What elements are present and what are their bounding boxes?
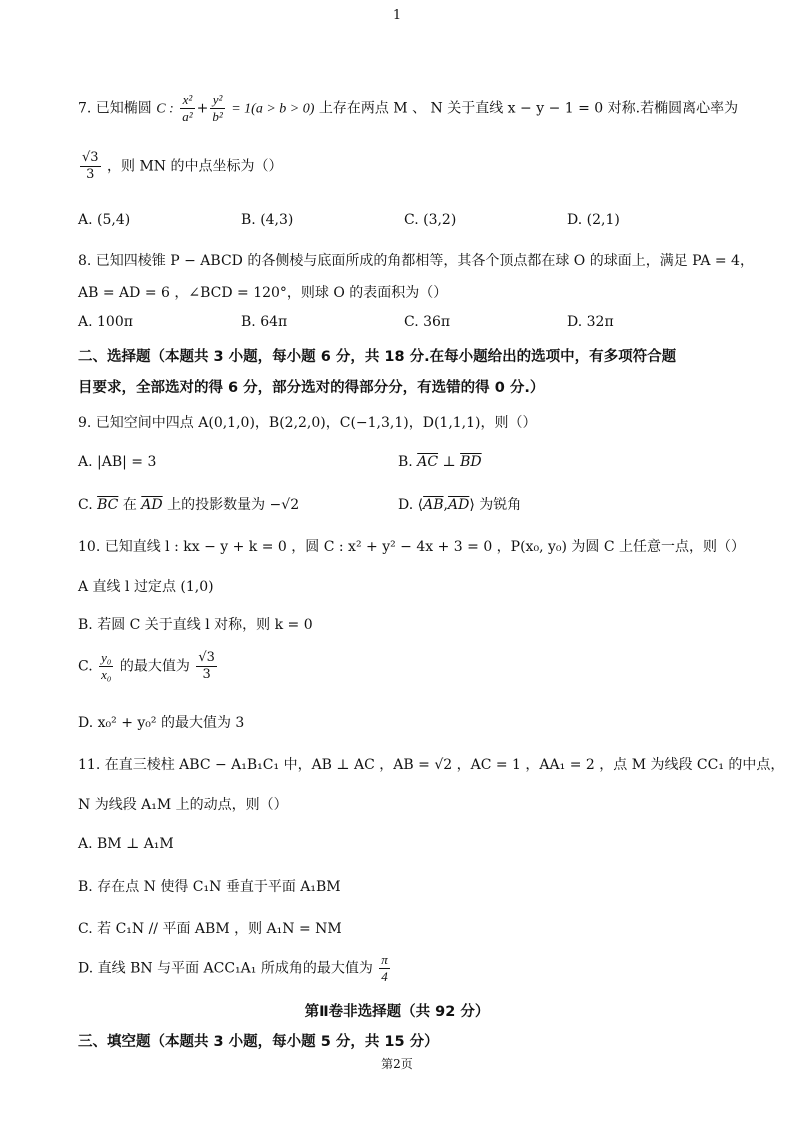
q8-option-c[interactable]: C. 36π (404, 314, 451, 330)
q9-option-c-vector-1: $\overline{BC}$ (97, 497, 119, 513)
section-3-heading: 三、填空题（本题共 3 小题，每小题 5 分，共 15 分） (78, 1034, 439, 1050)
q7-suffix: 上存在两点 M 、 N 关于直线 x − y − 1 = 0 对称.若椭圆离心率为 (318, 100, 739, 117)
question-10-stem: 10. 已知直线 l : kx − y + k = 0 ，圆 C : x² + y² − 4x + 3 = 0 ，P(x₀, y₀) 为圆 C 上任意一点，则（） (78, 539, 746, 555)
q9-option-d[interactable] (398, 494, 718, 514)
q10-option-c-den: x₀ (101, 667, 112, 682)
q10-option-b[interactable]: B. 若圆 C 关于直线 l 对称，则 k = 0 (78, 617, 313, 633)
q7-fraction-x (180, 92, 194, 125)
q7-eccentricity (80, 150, 101, 183)
question-8-line-2: AB = AD = 6 ，∠BCD = 120°，则球 O 的表面积为（） (78, 285, 448, 301)
q8-option-d[interactable]: D. 32π (567, 314, 614, 330)
q7-fraction-y (210, 92, 224, 125)
q9-option-c[interactable] (78, 494, 398, 514)
q11-option-d-num: π (381, 952, 388, 967)
q7-frac-x-den: a² (182, 109, 193, 124)
page-footer: 第2页 (381, 1057, 413, 1071)
q8-option-a[interactable]: A. 100π (78, 314, 133, 330)
q7-ellipse-tail: = 1(a > b > 0) (231, 101, 315, 117)
q11-option-d-fraction (379, 952, 390, 985)
q11-option-d-den: 4 (381, 969, 388, 984)
question-11-line-1: 11. 在直三棱柱 ABC − A₁B₁C₁ 中，AB ⊥ AC ，AB = √2 ，AC = 1 ，AA₁ = 2 ，点 M 为线段 CC₁ 的中点， (78, 757, 785, 773)
q9-option-d-vector-2: $\overline{AD}$ (447, 497, 470, 513)
q10-option-c-value-num: √3 (198, 650, 215, 665)
q10-option-c-label: C. (78, 658, 93, 675)
q7-prefix: 7. 已知椭圆 (78, 100, 152, 117)
q9-option-b-operator: ⊥ (438, 454, 461, 470)
section-2-heading-line-1: 二、选择题（本题共 3 小题，每小题 6 分，共 18 分.在每小题给出的选项中，有多项符合题 (78, 349, 677, 365)
q7-ecc-num: √3 (82, 150, 99, 165)
q7-option-a[interactable]: A. (5,4) (78, 212, 131, 228)
question-9-stem: 9. 已知空间中四点 A(0,1,0)，B(2,2,0)，C(−1,3,1)，D(1,1,1)，则（） (78, 415, 537, 431)
q11-option-d[interactable] (78, 952, 392, 985)
q7-frac-x-num: x² (180, 92, 194, 109)
question-7-line-1: 7. 已知椭圆 C : $\frac{\text{x²}}{\text{a²}}$ + $\frac{\text{y²}}{\text{b²}}$ = 1(a > b > 0) 上存在两点 M 、 N 关于直线 x − y − 1 = 0 对称.若椭圆离心率为 (78, 92, 739, 124)
q9-option-c-vector-2: $\overline{AD}$ (141, 497, 163, 513)
part-2-title: 第Ⅱ卷非选择题（共 92 分） (304, 1004, 490, 1020)
q7-option-c[interactable]: C. (3,2) (404, 212, 457, 228)
q7-ecc-den: 3 (86, 167, 95, 182)
q10-option-c-value (196, 650, 217, 683)
q9-option-b-vector-1: $\overline{AC}$ (417, 454, 439, 470)
q7-option-d[interactable]: D. (2,1) (567, 212, 620, 228)
q10-option-a[interactable]: A 直线 l 过定点 (1,0) (78, 579, 214, 595)
page-number: 1 (392, 8, 402, 23)
q10-option-c-value-den: 3 (202, 667, 211, 682)
q9-option-b-label: B. (398, 454, 413, 470)
section-2-heading-line-2: 目要求，全部选对的得 6 分，部分选对的得部分分，有选错的得 0 分.） (78, 380, 545, 396)
q11-option-c[interactable]: C. 若 C₁N // 平面 ABM ，则 A₁N = NM (78, 921, 342, 937)
q10-option-c-mid: 的最大值为 (119, 658, 195, 675)
q9-option-d-vector-1: $\overline{AB}$ (423, 497, 444, 513)
q9-option-c-tail: 上的投影数量为 −√2 (162, 497, 300, 513)
q11-option-b[interactable]: B. 存在点 N 使得 C₁N 垂直于平面 A₁BM (78, 879, 341, 895)
q9-option-b-vector-2: $\overline{BD}$ (460, 454, 482, 470)
question-7-line-2 (78, 150, 283, 183)
q10-option-d[interactable]: D. x₀² + y₀² 的最大值为 3 (78, 715, 245, 731)
q9-options-row-1 (78, 454, 718, 470)
q9-option-d-close-bracket: ⟩ (469, 497, 475, 513)
q7-option-b[interactable]: B. (4,3) (241, 212, 294, 228)
q7-ellipse-head: C : (156, 101, 174, 117)
q9-option-d-open-bracket: ⟨ (417, 497, 424, 513)
q10-option-c-fraction (99, 650, 113, 683)
q8-option-b[interactable]: B. 64π (241, 314, 288, 330)
question-8-line-1: 8. 已知四棱锥 P − ABCD 的各侧棱与底面所成的角都相等，其各个顶点都在球 O 的球面上，满足 PA = 4， (78, 253, 754, 269)
q9-options-row-2 (78, 494, 718, 514)
q9-option-c-mid: 在 (118, 497, 142, 513)
q7-frac-y-den: b² (212, 109, 223, 124)
q9-option-a[interactable]: A. |AB| = 3 (78, 454, 157, 470)
q10-option-c-num: y₀ (101, 650, 112, 665)
q9-option-d-tail: 为锐角 (474, 497, 522, 513)
q11-option-a[interactable]: A. BM ⊥ A₁M (78, 836, 174, 852)
question-11-line-2: N 为线段 A₁M 上的动点，则（） (78, 797, 288, 813)
q9-option-b[interactable] (398, 454, 718, 470)
q8-options (78, 314, 718, 330)
q9-option-c-label: C. (78, 497, 93, 513)
q11-option-d-prefix: D. 直线 BN 与平面 ACC₁A₁ 所成角的最大值为 (78, 960, 373, 977)
q7-line2-suffix: ，则 MN 的中点坐标为（） (107, 158, 283, 175)
q7-frac-y-num: y² (210, 92, 224, 109)
q9-option-d-label: D. (398, 497, 414, 513)
q9-option-d-comma: , (443, 497, 448, 513)
q7-options (78, 212, 718, 228)
q10-option-c[interactable] (78, 650, 219, 683)
